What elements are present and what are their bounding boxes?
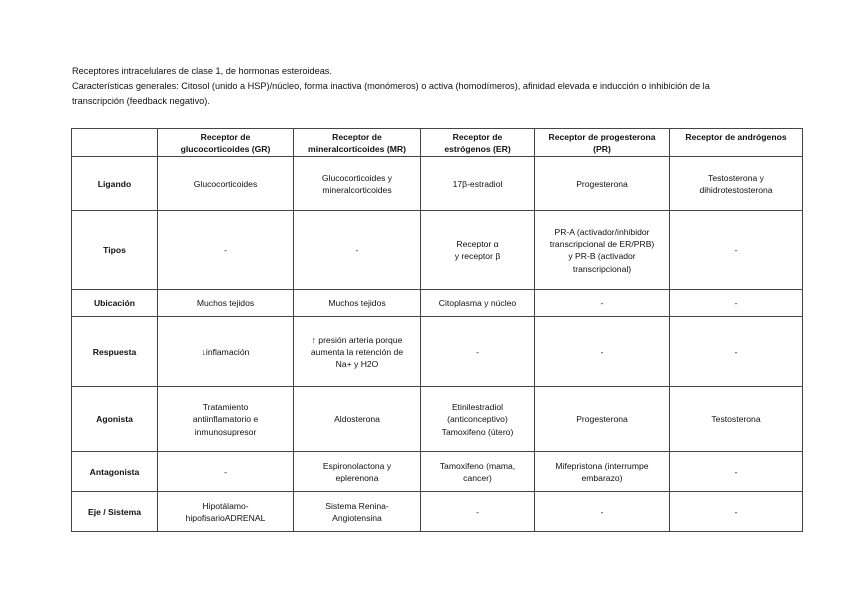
table-cell: - — [535, 492, 670, 532]
row-label-tipos: Tipos — [72, 211, 158, 290]
row-label-ubicacion: Ubicación — [72, 290, 158, 317]
table-row-respuesta — [72, 317, 803, 387]
header-cell-mr: Receptor de mineralcorticoides (MR) — [294, 129, 421, 157]
table-cell: Tratamiento antiinflamatorio e inmunosupresor — [158, 387, 294, 452]
table-cell: PR-A (activador/inhibidor transcripcional de ER/PRB) y PR-B (activador transcripcional) — [535, 211, 670, 290]
header-cell-ar: Receptor de andrógenos — [670, 129, 803, 157]
intro-title: Receptores intracelulares de clase 1, de hormonas esteroideas. — [72, 66, 332, 76]
row-label-respuesta: Respuesta — [72, 317, 158, 387]
table-cell: Glucocorticoides y mineralcorticoides — [294, 157, 421, 211]
table-cell: - — [421, 492, 535, 532]
intro-general-line-2: transcripción (feedback negativo). — [72, 96, 210, 106]
receptor-table — [71, 128, 803, 532]
table-cell: Aldosterona — [294, 387, 421, 452]
header-cell-empty — [72, 129, 158, 157]
table-cell: 17β-estradiol — [421, 157, 535, 211]
table-row-agonista — [72, 387, 803, 452]
table-row-tipos — [72, 211, 803, 290]
row-label-agonista: Agonista — [72, 387, 158, 452]
table-cell: Citoplasma y núcleo — [421, 290, 535, 317]
table-row-ubicacion — [72, 290, 803, 317]
table-cell: Mifepristona (interrumpe embarazo) — [535, 452, 670, 492]
intro-general-line-1: Características generales: Citosol (unido a HSP)/núcleo, forma inactiva (monómeros) o activa (homodímeros), afinidad elevada e inducción o inhibición de la — [72, 81, 710, 91]
table-cell: Progesterona — [535, 157, 670, 211]
header-cell-pr: Receptor de progesterona (PR) — [535, 129, 670, 157]
table-cell: - — [670, 317, 803, 387]
table-cell: - — [670, 290, 803, 317]
intro-text — [72, 64, 802, 109]
table-row-antagonista — [72, 452, 803, 492]
table-cell: - — [294, 211, 421, 290]
table-cell: - — [670, 452, 803, 492]
table-cell: Muchos tejidos — [158, 290, 294, 317]
table-cell: ↑ presión arteria porque aumenta la retención de Na+ y H2O — [294, 317, 421, 387]
table-row-ligando — [72, 157, 803, 211]
table-cell: Muchos tejidos — [294, 290, 421, 317]
table-cell: - — [670, 211, 803, 290]
table-cell: - — [158, 211, 294, 290]
header-cell-gr: Receptor de glucocorticoides (GR) — [158, 129, 294, 157]
table-cell: Tamoxifeno (mama, cancer) — [421, 452, 535, 492]
table-cell: - — [535, 290, 670, 317]
table-cell: - — [158, 452, 294, 492]
table-cell: Progesterona — [535, 387, 670, 452]
row-label-eje-sistema: Eje / Sistema — [72, 492, 158, 532]
table-cell: Testosterona y dihidrotestosterona — [670, 157, 803, 211]
table-cell: Glucocorticoides — [158, 157, 294, 211]
table-cell: Hipotálamo- hipofisarioADRENAL — [158, 492, 294, 532]
table-cell: Etinilestradiol (anticonceptivo) Tamoxifeno (útero) — [421, 387, 535, 452]
row-label-antagonista: Antagonista — [72, 452, 158, 492]
table-cell: - — [670, 492, 803, 532]
table-cell: Sistema Renina- Angiotensina — [294, 492, 421, 532]
header-cell-er: Receptor de estrógenos (ER) — [421, 129, 535, 157]
table-cell: Espironolactona y eplerenona — [294, 452, 421, 492]
table-cell: Receptor α y receptor β — [421, 211, 535, 290]
table-row-eje-sistema — [72, 492, 803, 532]
table-cell: - — [421, 317, 535, 387]
table-cell: - — [535, 317, 670, 387]
table-cell: ↓inflamación — [158, 317, 294, 387]
row-label-ligando: Ligando — [72, 157, 158, 211]
table-header-row — [72, 129, 803, 157]
table-cell: Testosterona — [670, 387, 803, 452]
